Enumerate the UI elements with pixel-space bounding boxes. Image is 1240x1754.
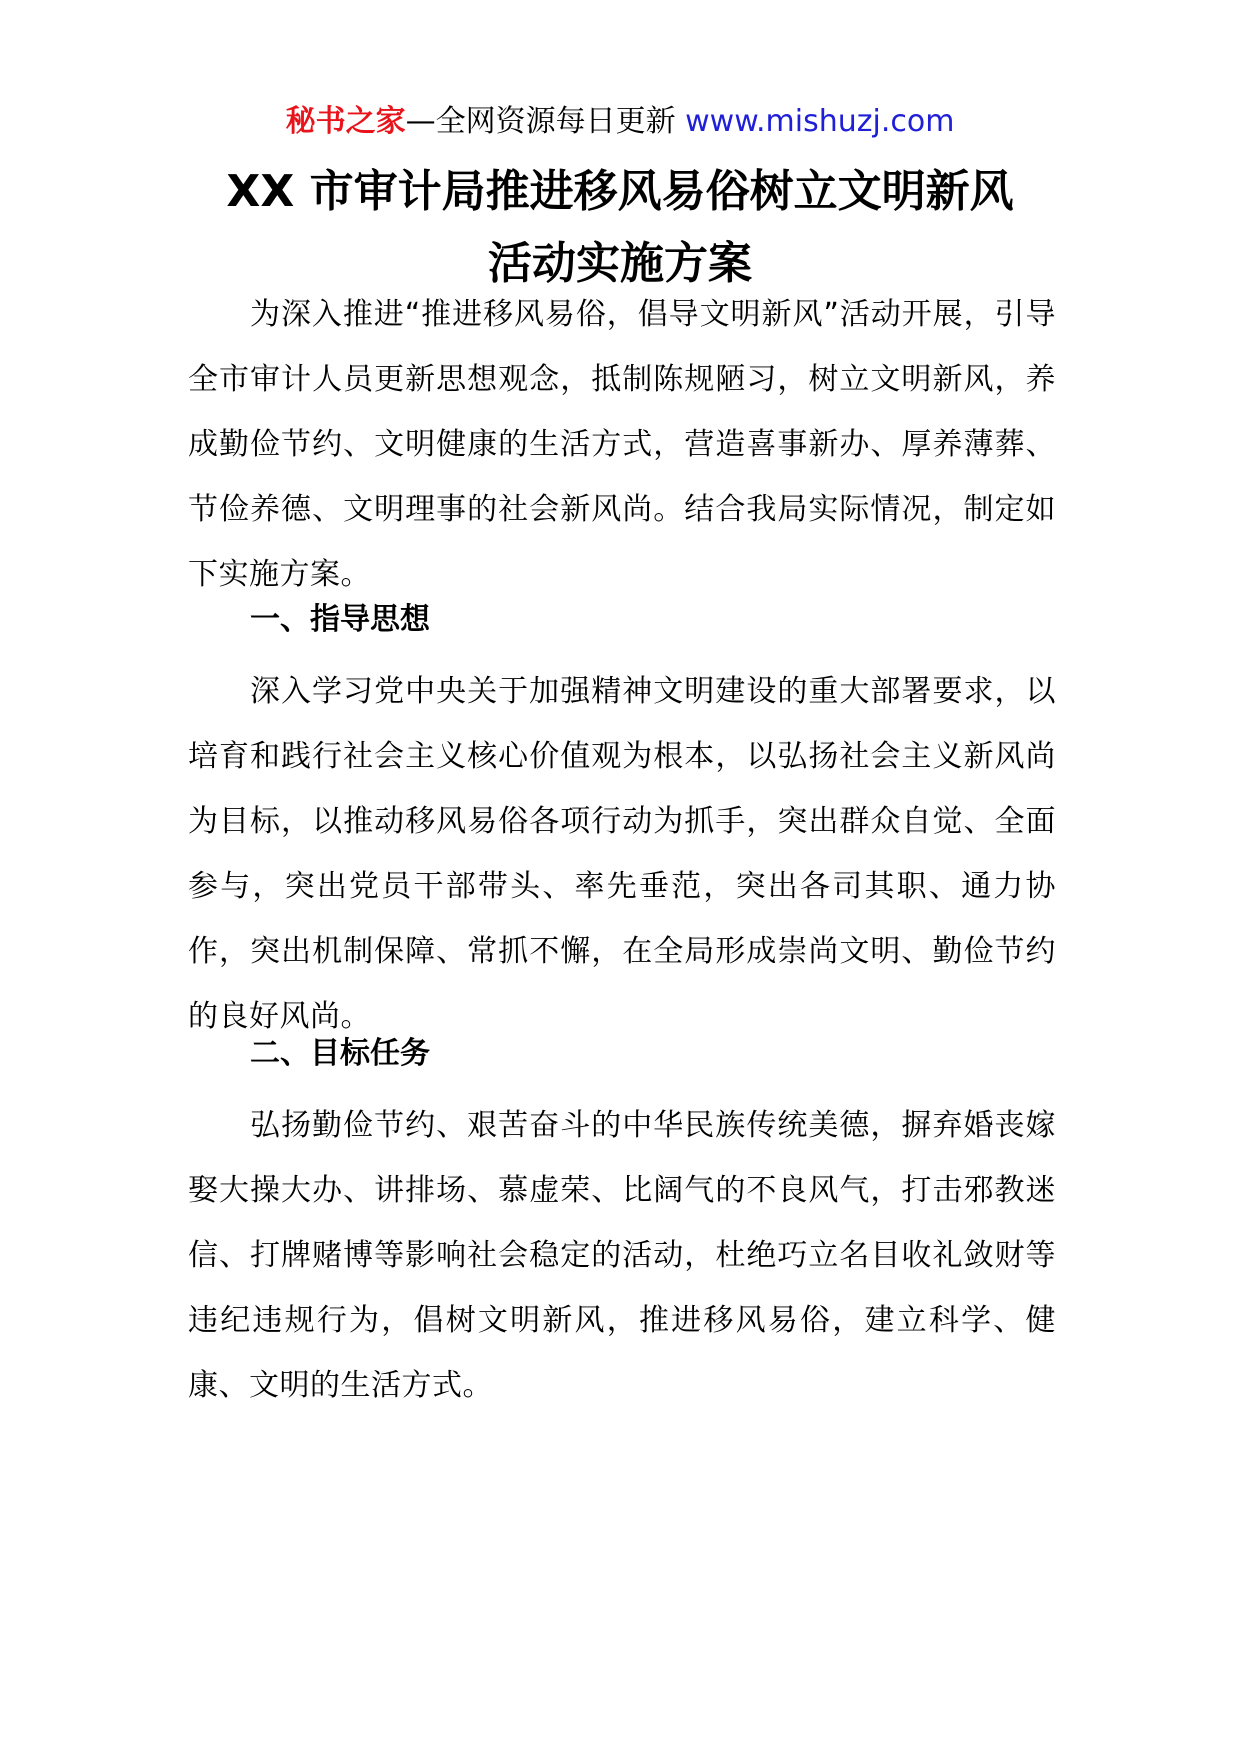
section-heading-guiding-ideology: 一、指导思想 [250,602,430,637]
site-header [0,100,1240,144]
document-title [150,156,1090,300]
section-body-goals-tasks: 弘扬勤俭节约、艰苦奋斗的中华民族传统美德，摒弃婚丧嫁娶大操大办、讲排场、慕虚荣、比阔气的不良风气，打击邪教迷信、打牌赌博等影响社会稳定的活动，杜绝巧立名目收礼敛财等违纪违规行为，倡树文明新风，推进移风易俗，建立科学、健康、文明的生活方式。 [188,1108,1056,1403]
document-title-line-1: XX 市审计局推进移风易俗树立文明新风 [226,166,1014,217]
section-body-guiding-ideology: 深入学习党中央关于加强精神文明建设的重大部署要求，以培育和践行社会主义核心价值观为根本，以弘扬社会主义新风尚为目标，以推动移风易俗各项行动为抓手，突出群众自觉、全面参与，突出党员干部带头、率先垂范，突出各司其职、通力协作，突出机制保障、常抓不懈，在全局形成崇尚文明、勤俭节约的良好风尚。 [188,674,1056,1034]
intro-paragraph: 为深入推进“推进移风易俗，倡导文明新风”活动开展，引导全市审计人员更新思想观念，抵制陈规陋习，树立文明新风，养成勤俭节约、文明健康的生活方式，营造喜事新办、厚养薄葬、节俭养德、文明理事的社会新风尚。结合我局实际情况，制定如下实施方案。 [188,297,1056,592]
header-tagline: —全网资源每日更新 [405,104,686,139]
site-url-link[interactable]: www.mishuzj.com [685,104,955,139]
brand-name: 秘书之家 [285,104,406,139]
section-heading-goals-tasks: 二、目标任务 [250,1036,430,1071]
document-title-line-2: 活动实施方案 [488,238,752,289]
